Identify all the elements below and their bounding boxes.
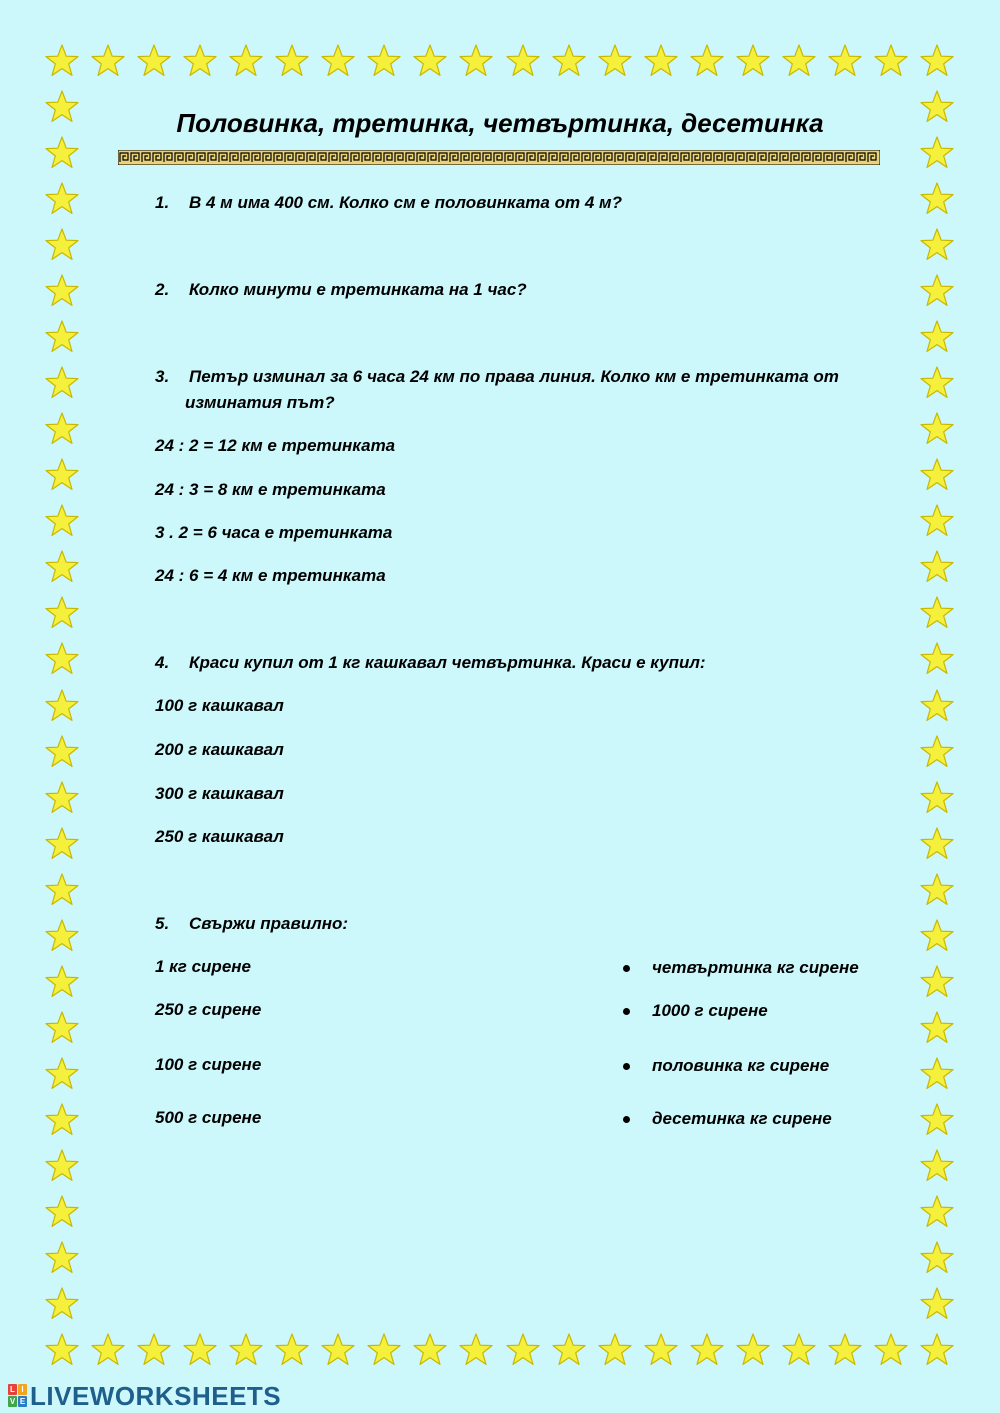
star-icon — [45, 1011, 79, 1045]
star-icon — [782, 44, 816, 78]
answer-option[interactable]: 24 : 2 = 12 км е третинката — [155, 436, 396, 455]
star-icon — [920, 827, 954, 861]
question-4 — [155, 652, 706, 674]
star-icon — [506, 44, 540, 78]
star-icon — [45, 136, 79, 170]
question-number: 2. — [155, 280, 170, 299]
answer-option[interactable]: 300 г кашкавал — [155, 784, 284, 803]
greek-key-divider — [118, 150, 880, 165]
star-icon — [45, 781, 79, 815]
question-number: 1. — [155, 193, 170, 212]
bullet-icon — [623, 965, 630, 972]
star-icon — [45, 965, 79, 999]
star-icon — [459, 1333, 493, 1367]
star-icon — [920, 873, 954, 907]
star-icon — [45, 320, 79, 354]
star-icon — [736, 1333, 770, 1367]
question-number: 5. — [155, 914, 170, 933]
star-icon — [920, 504, 954, 538]
question-text: Колко минути е третинката на 1 час? — [189, 280, 527, 299]
star-icon — [45, 642, 79, 676]
star-icon — [920, 1287, 954, 1321]
star-icon — [45, 458, 79, 492]
bullet-icon — [623, 1116, 630, 1123]
star-icon — [552, 1333, 586, 1367]
question-text: Петър изминал за 6 часа 24 км по права линия. Колко км е третинката от — [189, 367, 839, 386]
star-icon — [920, 136, 954, 170]
bullet-icon — [623, 1008, 630, 1015]
star-icon — [45, 274, 79, 308]
star-icon — [91, 44, 125, 78]
star-icon — [828, 44, 862, 78]
page-title: Половинка, третинка, четвъртинка, десетинка — [176, 108, 824, 138]
star-icon — [920, 1333, 954, 1367]
star-icon — [275, 44, 309, 78]
star-icon — [321, 44, 355, 78]
star-icon — [45, 735, 79, 769]
star-icon — [690, 44, 724, 78]
match-left-item[interactable]: 100 г сирене — [155, 1055, 262, 1074]
star-icon — [920, 1149, 954, 1183]
logo-text: LIVEWORKSHEETS — [30, 1380, 282, 1411]
star-icon — [229, 44, 263, 78]
star-icon — [91, 1333, 125, 1367]
match-right-item[interactable]: 1000 г сирене — [652, 1001, 768, 1020]
star-icon — [45, 596, 79, 630]
bullet-icon — [623, 1063, 630, 1070]
star-icon — [920, 735, 954, 769]
star-icon — [183, 1333, 217, 1367]
answer-option[interactable]: 3 . 2 = 6 часа е третинката — [155, 523, 393, 542]
star-icon — [413, 1333, 447, 1367]
star-icon — [920, 919, 954, 953]
star-icon — [413, 44, 447, 78]
star-icon — [920, 412, 954, 446]
star-icon — [45, 1149, 79, 1183]
star-icon — [828, 1333, 862, 1367]
question-text: В 4 м има 400 см. Колко см е половинката от 4 м? — [189, 193, 622, 212]
answer-option[interactable]: 24 : 3 = 8 км е третинката — [155, 480, 386, 499]
star-icon — [45, 1057, 79, 1091]
star-icon — [920, 366, 954, 400]
question-text: Краси купил от 1 кг кашкавал четвъртинка. Краси е купил: — [189, 653, 706, 672]
question-number: 3. — [155, 367, 170, 386]
match-left-item[interactable]: 1 кг сирене — [155, 957, 251, 976]
star-icon — [690, 1333, 724, 1367]
star-icon — [920, 550, 954, 584]
star-icon — [920, 642, 954, 676]
star-icon — [920, 781, 954, 815]
star-icon — [874, 44, 908, 78]
star-icon — [920, 1241, 954, 1275]
star-icon — [920, 965, 954, 999]
star-icon — [920, 1195, 954, 1229]
star-icon — [920, 228, 954, 262]
star-icon — [920, 90, 954, 124]
star-icon — [644, 44, 678, 78]
star-icon — [45, 1333, 79, 1367]
answer-option[interactable]: 100 г кашкавал — [155, 696, 284, 715]
match-right-item[interactable]: четвъртинка кг сирене — [652, 958, 859, 977]
star-icon — [506, 1333, 540, 1367]
star-icon — [552, 44, 586, 78]
question-text: Свържи правилно: — [189, 914, 349, 933]
star-icon — [137, 44, 171, 78]
star-icon — [45, 44, 79, 78]
question-1 — [155, 192, 622, 214]
star-icon — [45, 228, 79, 262]
star-icon — [45, 412, 79, 446]
star-icon — [920, 458, 954, 492]
star-icon — [736, 44, 770, 78]
star-icon — [137, 1333, 171, 1367]
question-3 — [155, 366, 839, 388]
star-icon — [920, 1057, 954, 1091]
question-3-continuation: изминатия път? — [185, 393, 335, 412]
star-icon — [874, 1333, 908, 1367]
answer-option[interactable]: 250 г кашкавал — [155, 827, 284, 846]
star-icon — [598, 44, 632, 78]
match-left-item[interactable]: 250 г сирене — [155, 1000, 262, 1019]
answer-option[interactable]: 200 г кашкавал — [155, 740, 284, 759]
star-icon — [183, 44, 217, 78]
star-icon — [45, 873, 79, 907]
answer-option[interactable]: 24 : 6 = 4 км е третинката — [155, 566, 386, 585]
star-icon — [920, 274, 954, 308]
star-icon — [45, 1241, 79, 1275]
star-icon — [45, 1195, 79, 1229]
star-icon — [920, 689, 954, 723]
question-number: 4. — [155, 653, 170, 672]
match-left-item[interactable]: 500 г сирене — [155, 1108, 262, 1127]
star-icon — [45, 1103, 79, 1137]
star-icon — [920, 182, 954, 216]
match-right-item[interactable]: десетинка кг сирене — [652, 1109, 832, 1128]
star-icon — [45, 550, 79, 584]
star-icon — [321, 1333, 355, 1367]
star-icon — [644, 1333, 678, 1367]
star-icon — [920, 1103, 954, 1137]
question-2 — [155, 279, 527, 301]
star-icon — [782, 1333, 816, 1367]
star-icon — [45, 366, 79, 400]
star-icon — [920, 44, 954, 78]
star-icon — [459, 44, 493, 78]
star-icon — [45, 689, 79, 723]
star-icon — [45, 90, 79, 124]
star-icon — [920, 596, 954, 630]
star-icon — [45, 504, 79, 538]
star-icon — [920, 1011, 954, 1045]
star-icon — [920, 320, 954, 354]
star-icon — [598, 1333, 632, 1367]
star-icon — [45, 827, 79, 861]
question-5 — [155, 913, 348, 935]
match-right-item[interactable]: половинка кг сирене — [652, 1056, 830, 1075]
star-icon — [45, 1287, 79, 1321]
logo-mark-icon: L I V E — [9, 1385, 26, 1406]
star-icon — [45, 182, 79, 216]
star-icon — [367, 44, 401, 78]
star-icon — [275, 1333, 309, 1367]
star-icon — [45, 919, 79, 953]
liveworksheets-logo[interactable] — [8, 1381, 281, 1411]
star-icon — [367, 1333, 401, 1367]
star-icon — [229, 1333, 263, 1367]
